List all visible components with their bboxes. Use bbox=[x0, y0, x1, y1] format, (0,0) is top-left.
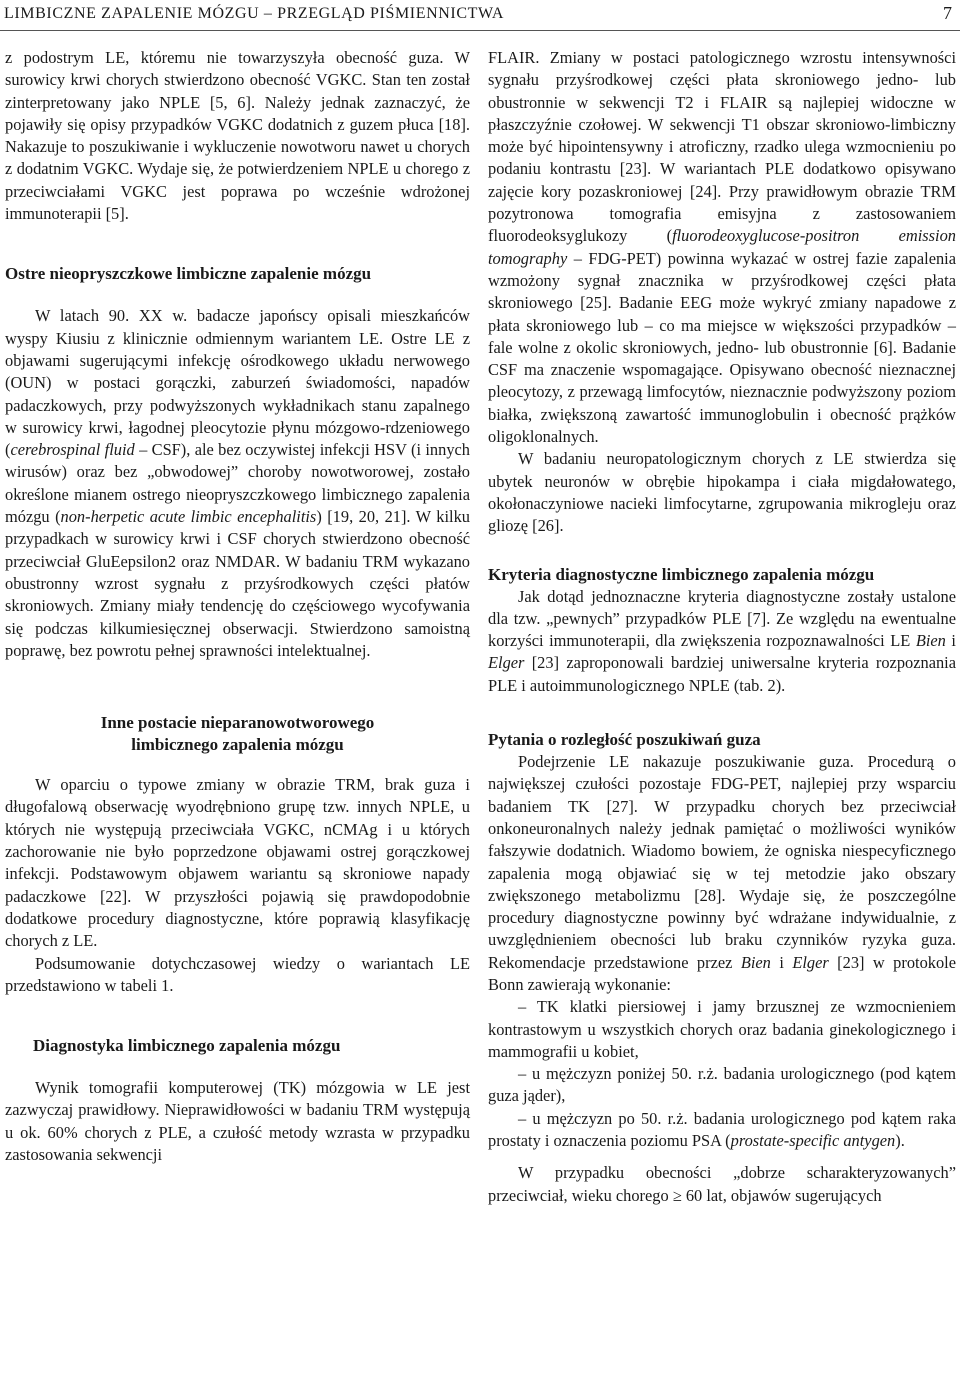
right-column bbox=[488, 47, 956, 1207]
section-heading-diagnostic-criteria: Kryteria diagnostyczne limbicznego zapalenia mózgu bbox=[488, 564, 875, 584]
paragraph: W oparciu o typowe zmiany w obrazie TRM, brak guza i długofalową obserwację wyodrębniono grupę tzw. innych NPLE, u których nie występują przeciwciała VGKC, nCMAg i u których zachorowanie nie było poprzedzone objawami ostrej gorączkowej infekcji. Podstawowym objawem wariantu są skroniowe napady padaczkowe [22]. W przyszłości pojawią się prawdopodobnie dodatkowe procedury diagnostyczne, które poprawią klasyfikację chorych z LE. bbox=[5, 775, 470, 951]
section-heading-diagnostics: Diagnostyka limbicznego zapalenia mózgu bbox=[33, 1036, 341, 1056]
paragraph: Wynik tomografii komputerowej (TK) mózgowia w LE jest zazwyczaj prawidłowy. Nieprawidłowości w badaniu TRM występują u ok. 60% chorych z PLE, a czułość metody wzrasta w przypadku zastosowania sekwencji bbox=[5, 1078, 470, 1164]
list-item: – u mężczyzn po 50. r.ż. badania urologicznego pod kątem raka prostaty i oznaczenia poziomu PSA (prostate-specific antygen). bbox=[488, 1108, 956, 1151]
paragraph: W badaniu neuropatologicznym chorych z LE stwierdza się ubytek neuronów w obrębie hipokampa i ciała migdałowatego, okołonaczyniowe nacieki limfocytarne, zgrupowania mikrogleju oraz gliozę [26]. bbox=[488, 449, 956, 536]
section-heading-other-npl: Inne postacie nieparanowotworowego limbicznego zapalenia mózgu bbox=[100, 713, 375, 755]
list-item: – u mężczyzn poniżej 50. r.ż. badania urologicznego (pod kątem guza jąder), bbox=[488, 1064, 956, 1106]
paragraph: Podejrzenie LE nakazuje poszukiwanie guza. Procedurą o największej czułości pozostaje FDG-PET, najlepiej przy wsparciu badaniem TK [27]. W przypadku chorych bez przeciwciał onkoneuronalnych należy jednak pamiętać o możliwości wyników fałszywie dodatnich. Wiadomo bowiem, że ogniska niespecyficznego zapalenia mogą objawiać się w tej metodzie jako obszary zwiększonego metabolizmu [28]. Wydaje się, że poszczególne procedury diagnostyczne powinny być wdrażane indywidualnie, z uwzględnieniem obecności lub braku czynników ryzyka guza. Rekomendacje przedstawione przez Bien i Elger [23] w protokole Bonn zawierają wykonanie: bbox=[488, 752, 956, 994]
paragraph: FLAIR. Zmiany w postaci patologicznego wzrostu intensywności sygnału przyśrodkowej części płata skroniowego jedno- lub obustronnie w sekwencji T2 i FLAIR są najlepiej widoczne w płaszczyźnie czołowej. W sekwencji T1 obszar skroniowo-limbiczny może być hipointensywny i atroficzny, rzadko ulega wzmocnieniu po podaniu kontrastu [23]. W wariantach PLE dodatkowo opisywano zajęcie kory pozaskroniowej [24]. Przy prawidłowym obrazie TRM pozytronowa tomografia emisyjna z zastosowaniem fluorodeoksyglukozy (fluorodeoxyglucose-positron emission tomography – FDG-PET) powinna wykazać w ostrej fazie zapalenia wzmożony sygnał znacznika w przyśrodkowej części płata skroniowego [25]. Badanie EEG może wykryć zmiany napadowe z płata skroniowego lub – co ma miejsce w większości przypadków – fale wolne z okolic skroniowych, jedno- lub obustronnie [6]. Badanie CSF ma znaczenie wspomagające. Opisywano obecność nieznacznej pleocytozy, z przewagą limfocytów, nieznacznie podwyższony poziom białka, zwiększoną zawartość immunoglobulin i obecność prążków oligoklonalnych. bbox=[488, 48, 956, 447]
list-item: – TK klatki piersiowej i jamy brzusznej ze wzmocnieniem kontrastowym u wszystkich chorych oraz badania ginekologicznego i mammografii u kobiet, bbox=[488, 997, 956, 1061]
paragraph: Jak dotąd jednoznaczne kryteria diagnostyczne zostały ustalone dla tzw. „pewnych” przypadków PLE [7]. Ze względu na ewentualne korzyści immunoterapii, dla zwiększenia rozpoznawalności LE Bien i Elger [23] zaproponowali bardziej uniwersalne kryteria rozpoznania PLE i autoimmunologicznego NPLE (tab. 2). bbox=[488, 586, 956, 695]
page-number: 7 bbox=[943, 3, 952, 23]
running-header bbox=[0, 0, 960, 31]
paragraph: W latach 90. XX w. badacze japońscy opisali mieszkańców wyspy Kiusiu z klinicznie odmiennym wariantem LE. Ostre LE z objawami sugerującymi infekcję ośrodkowego układu nerwowego (OUN) w postaci gorączki, zaburzeń świadomości, napadów padaczkowych, przy podwyższonych wykładnikach stanu zapalnego w surowicy krwi, łagodnej pleocytozie płynu mózgowo-rdzeniowego (cerebrospinal fluid – CSF), ale bez oczywistej infekcji HSV (i innych wirusów) oraz bez „obwodowej” choroby nowotworowej, zostało określone mianem ostrego nieopryszczkowego limbicznego zapalenia mózgu (non-herpetic acute limbic encephalitis) [19, 20, 21]. W kilku przypadkach w surowicy krwi i CSF chorych stwierdzono obecność przeciwciał GluEepsilon2 oraz NMDAR. W badaniu TRM wykazano obustronny wzrost sygnału z przyśrodkowych części płatów skroniowych. Zmiany miały tendencję do częściowego wycofywania się podczas kilkumiesięcznej obserwacji. Stwierdzono samoistną poprawę, bez powrotu pełnej sprawności intelektualnej. bbox=[5, 306, 470, 660]
paragraph: W przypadku obecności „dobrze scharakteryzowanych” przeciwciał, wieku chorego ≥ 60 lat, objawów sugerujących bbox=[488, 1163, 956, 1205]
paragraph: z podostrym LE, któremu nie towarzyszyła obecność guza. W surowicy krwi chorych stwierdzono obecność VGKC. Stan ten został zinterpretowany jako NPLE [5, 6]. Należy jednak zaznaczyć, że pojawiły się opisy przypadków VGKC dodatnich z guzem płuca [18]. Nakazuje to poszukiwanie i wykluczenie nowotworu nawet u chorych z dodatnim VGKC. Wydaje się, że potwierdzeniem NPLE u chorego z przeciwciałami VGKC jest poprawa po wcześnie wdrożonej immunoterapii [5]. bbox=[5, 48, 470, 224]
running-title: LIMBICZNE ZAPALENIE MÓZGU – PRZEGLĄD PIŚMIENNICTWA bbox=[4, 5, 505, 22]
section-heading-acute-nonherpetic-le: Ostre nieopryszczkowe limbiczne zapalenie mózgu bbox=[5, 264, 372, 284]
paragraph: Podsumowanie dotychczasowej wiedzy o wariantach LE przedstawiono w tabeli 1. bbox=[5, 953, 470, 995]
section-heading-tumor-search: Pytania o rozległość poszukiwań guza bbox=[488, 730, 761, 750]
bonn-protocol-list bbox=[488, 996, 956, 1152]
left-column bbox=[5, 47, 470, 1166]
